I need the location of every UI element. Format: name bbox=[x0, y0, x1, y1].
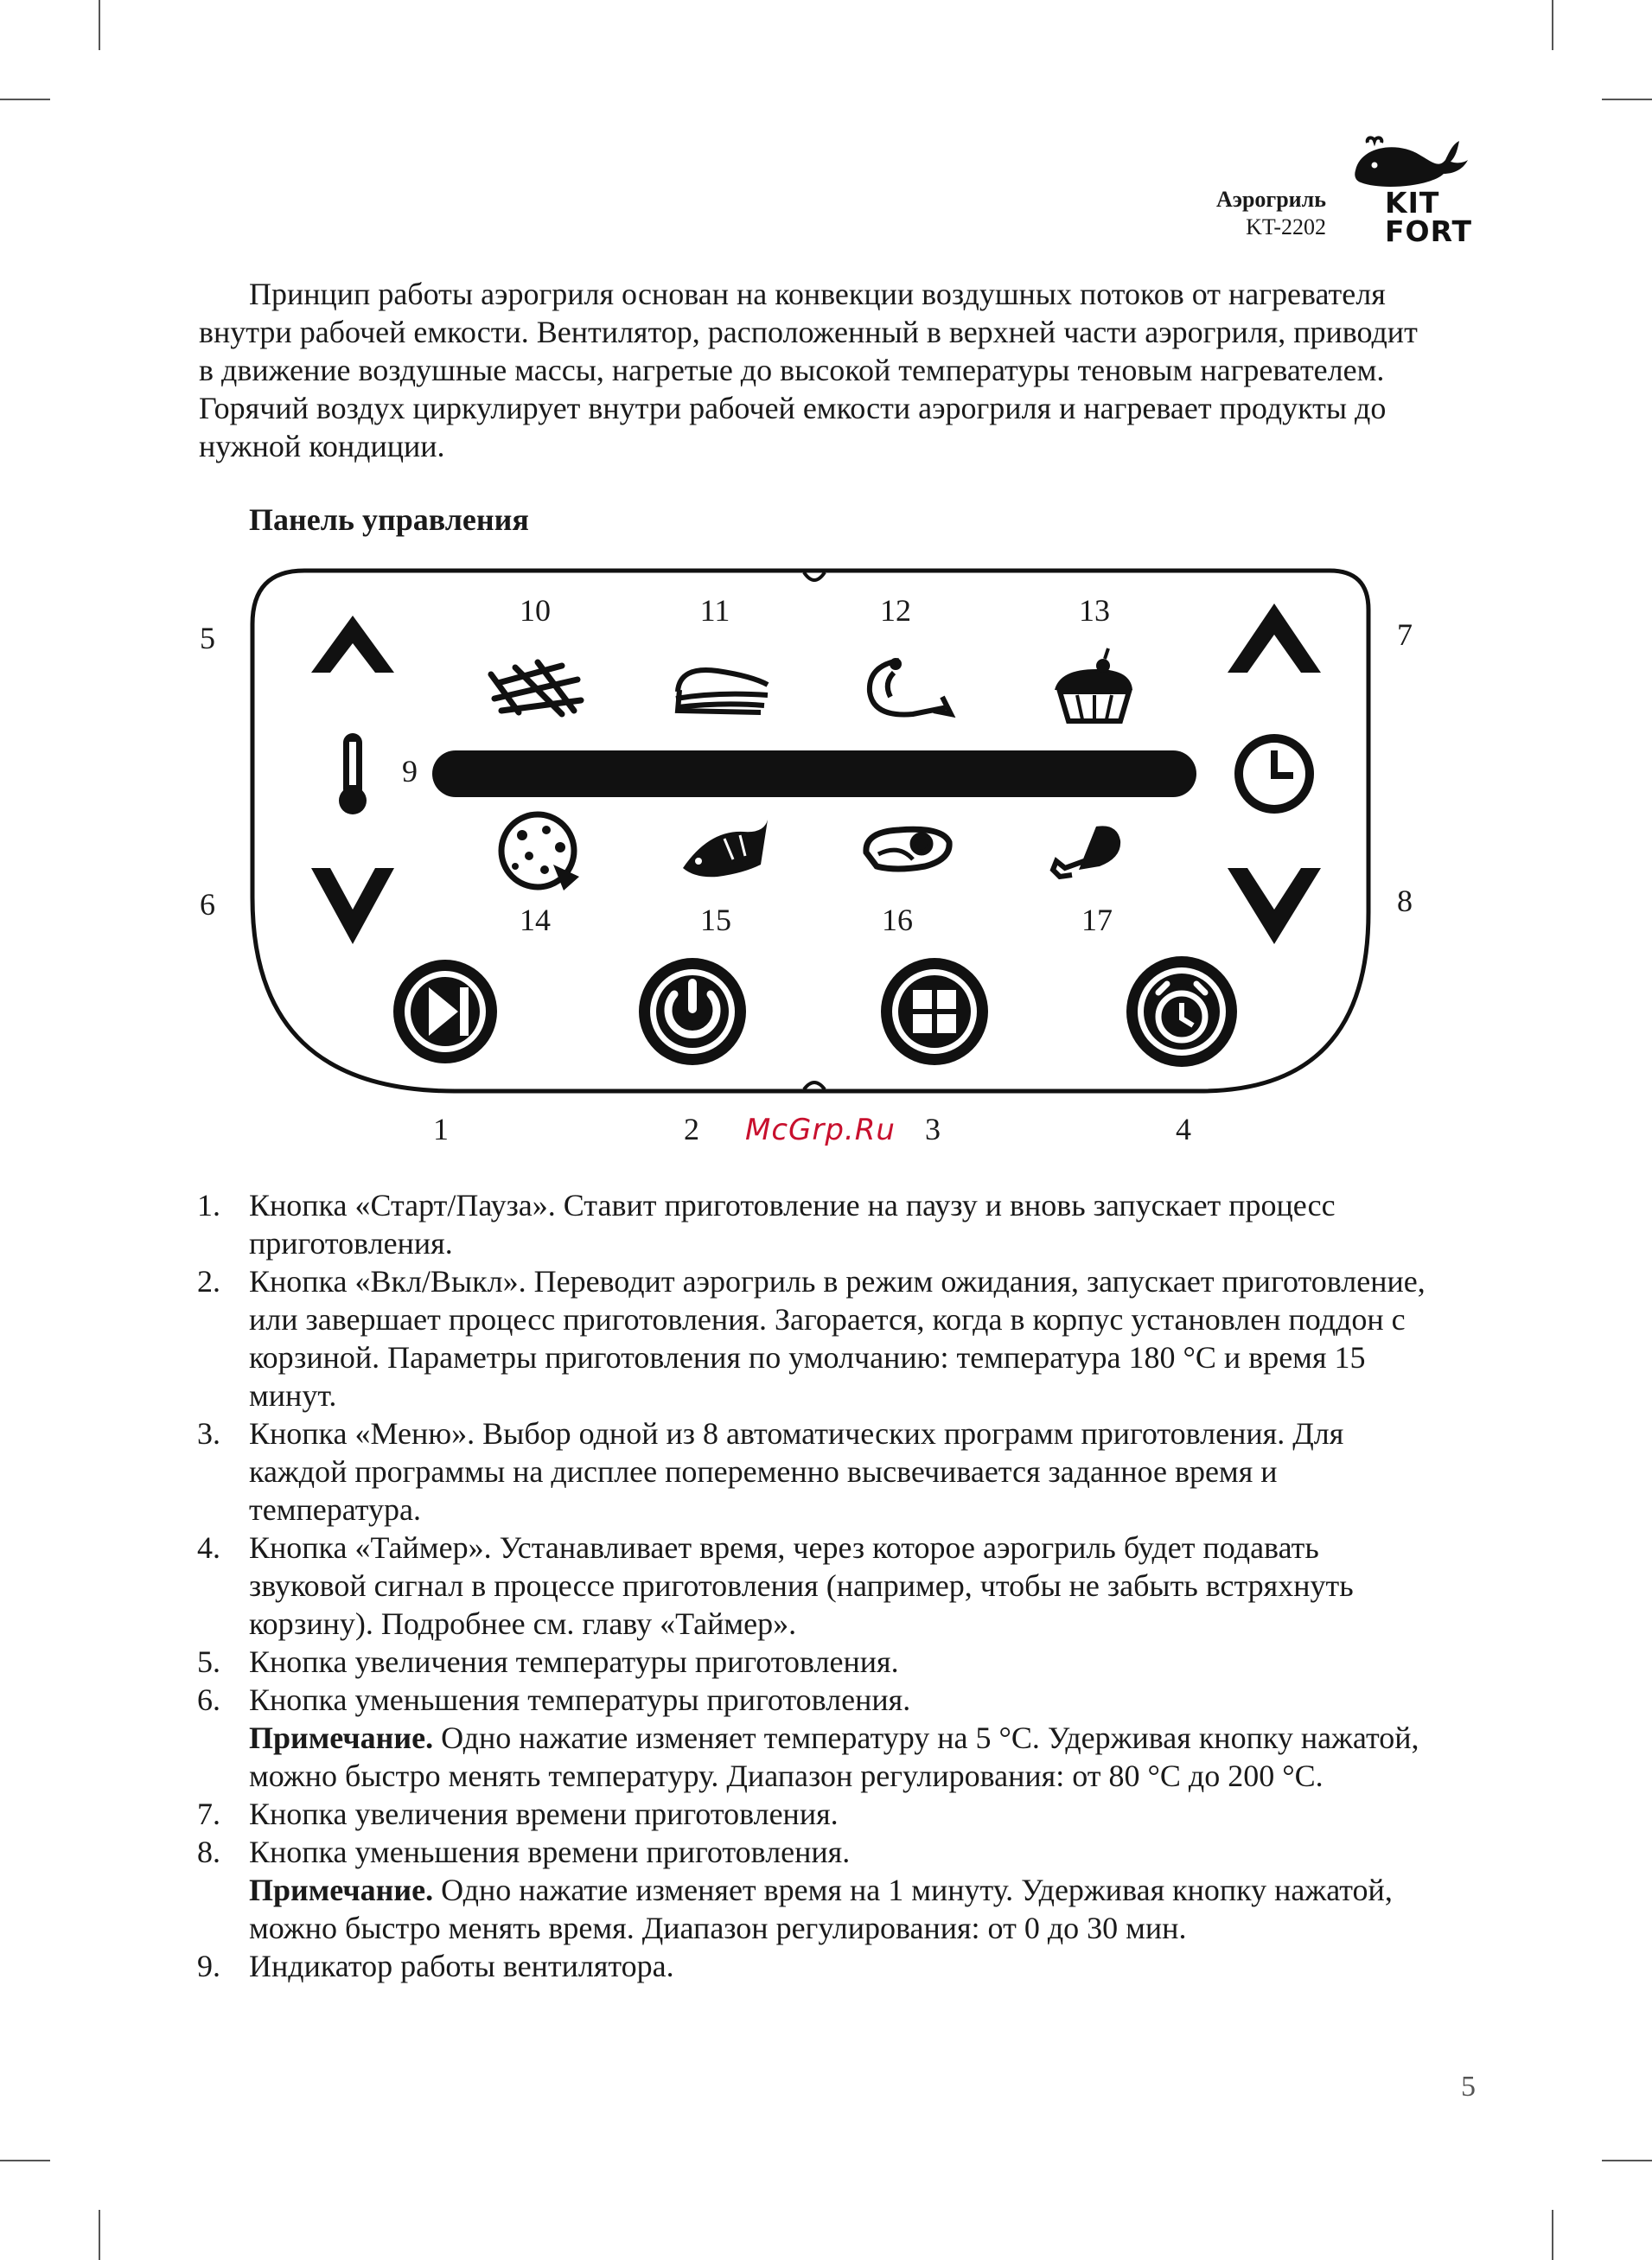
callout-13: 13 bbox=[1079, 593, 1110, 628]
crop-mark bbox=[1552, 0, 1553, 50]
callout-1: 1 bbox=[433, 1112, 449, 1146]
callout-16: 16 bbox=[882, 903, 913, 937]
product-name: Аэрогриль bbox=[1215, 187, 1326, 212]
start-pause-button[interactable] bbox=[393, 960, 497, 1063]
callout-4: 4 bbox=[1176, 1112, 1191, 1146]
steak-icon bbox=[866, 829, 949, 869]
list-item bbox=[197, 1414, 1442, 1529]
page-number: 5 bbox=[1461, 2071, 1476, 2103]
item-number: 3. bbox=[197, 1416, 220, 1451]
logo-line-2: FORT bbox=[1385, 214, 1473, 248]
callout-17: 17 bbox=[1081, 903, 1113, 937]
muffin-icon bbox=[1055, 648, 1132, 721]
shrimp-icon bbox=[870, 661, 951, 714]
item-text: Кнопка «Вкл/Выкл». Переводит аэрогриль в режим ожидания, запускает приготовление, или завершает процесс приготовления. Загорается, когда в корпус установлен поддон с корзиной. Параметры приготовления по умолчанию: температура 180 °С и время 15 минут. bbox=[249, 1264, 1426, 1413]
clock-icon bbox=[1234, 734, 1314, 814]
list-item bbox=[197, 1681, 1442, 1795]
callout-7: 7 bbox=[1397, 617, 1413, 652]
callout-14: 14 bbox=[520, 903, 551, 937]
note-label: Примечание. bbox=[249, 1873, 434, 1907]
callout-12: 12 bbox=[880, 593, 911, 628]
callout-3: 3 bbox=[925, 1112, 941, 1146]
fan-indicator-bar bbox=[432, 750, 1196, 797]
intro-paragraph: Принцип работы аэрогриля основан на конвекции воздушных потоков от нагревателя внутри рабочей емкости. Вентилятор, расположенный в верхней части аэрогриля, приводит в движение воздушные массы, нагретые до высокой температуры теновым нагревателем. Горячий воздух циркулирует внутри рабочей емкости аэрогриля и нагревает продукты до нужной кондиции. bbox=[199, 277, 1418, 463]
model-number: KT-2202 bbox=[1246, 214, 1326, 239]
crop-mark bbox=[1602, 99, 1652, 100]
temp-down-arrow-icon bbox=[311, 868, 394, 944]
watermark: McGrp.Ru bbox=[745, 1113, 896, 1147]
callout-5: 5 bbox=[200, 621, 215, 655]
section-title: Панель управления bbox=[249, 502, 529, 537]
time-down-arrow-icon bbox=[1228, 868, 1321, 944]
list-item bbox=[197, 1947, 1442, 1985]
item-number: 7. bbox=[197, 1797, 220, 1831]
list-item bbox=[197, 1643, 1442, 1681]
item-text: Индикатор работы вентилятора. bbox=[249, 1949, 674, 1983]
item-number: 1. bbox=[197, 1188, 220, 1223]
list-item bbox=[197, 1833, 1442, 1947]
list-item bbox=[197, 1262, 1442, 1414]
thermometer-icon bbox=[339, 733, 367, 814]
item-number: 2. bbox=[197, 1264, 220, 1299]
crop-mark bbox=[1602, 2160, 1652, 2161]
timer-button[interactable] bbox=[1126, 956, 1237, 1067]
callout-10: 10 bbox=[520, 593, 551, 628]
crop-mark bbox=[0, 2160, 50, 2161]
callout-6: 6 bbox=[200, 887, 215, 922]
crop-mark bbox=[99, 0, 100, 50]
crop-mark bbox=[99, 2210, 100, 2260]
item-text: Кнопка «Таймер». Устанавливает время, через которое аэрогриль будет подавать звуковой сигнал в процессе приготовления (например, чтобы не забыть встряхнуть корзину). Подробнее см. главу «Таймер». bbox=[249, 1530, 1354, 1641]
logo-line-1: KIT bbox=[1385, 186, 1440, 220]
list-item bbox=[197, 1795, 1442, 1833]
fish-icon bbox=[683, 820, 768, 877]
pizza-icon bbox=[501, 814, 579, 891]
callout-9: 9 bbox=[402, 754, 418, 788]
crop-mark bbox=[0, 99, 50, 100]
callout-11: 11 bbox=[699, 593, 730, 628]
list-item bbox=[197, 1529, 1442, 1643]
drumstick-icon bbox=[1053, 826, 1120, 877]
panel-notch-bottom bbox=[804, 1082, 825, 1089]
item-text: Кнопка уменьшения времени приготовления. bbox=[249, 1835, 851, 1869]
item-number: 5. bbox=[197, 1644, 220, 1679]
list-item bbox=[197, 1186, 1442, 1262]
menu-button[interactable] bbox=[881, 958, 988, 1065]
item-text: Кнопка «Старт/Пауза». Ставит приготовление на паузу и вновь запускает процесс приготовления. bbox=[249, 1188, 1336, 1261]
item-text: Кнопка увеличения температуры приготовления. bbox=[249, 1644, 899, 1679]
callout-2: 2 bbox=[684, 1112, 699, 1146]
item-text: Кнопка увеличения времени приготовления. bbox=[249, 1797, 839, 1831]
item-number: 9. bbox=[197, 1949, 220, 1983]
note-label: Примечание. bbox=[249, 1721, 434, 1755]
note-text: Одно нажатие изменяет температуру на 5 °С. Удерживая кнопку нажатой, можно быстро менять температуру. Диапазон регулирования: от 80 °С до 200 °С. bbox=[249, 1721, 1419, 1793]
fries-icon bbox=[491, 662, 581, 714]
crop-mark bbox=[1552, 2210, 1553, 2260]
control-panel-diagram bbox=[0, 553, 1652, 1159]
noodles-icon bbox=[676, 670, 768, 712]
callout-15: 15 bbox=[700, 903, 731, 937]
power-button[interactable] bbox=[639, 958, 746, 1065]
item-text: Кнопка «Меню». Выбор одной из 8 автоматических программ приготовления. Для каждой программы на дисплее попеременно высвечивается заданное время и температура. bbox=[249, 1416, 1344, 1527]
item-number: 6. bbox=[197, 1682, 220, 1717]
button-description-list bbox=[197, 1186, 1442, 1985]
header-product bbox=[1216, 186, 1326, 241]
note-text: Одно нажатие изменяет время на 1 минуту. Удерживая кнопку нажатой, можно быстро менять время. Диапазон регулирования: от 0 до 30 мин. bbox=[249, 1873, 1393, 1945]
item-text: Кнопка уменьшения температуры приготовления. bbox=[249, 1682, 911, 1717]
time-up-arrow-icon bbox=[1228, 603, 1321, 673]
temp-up-arrow-icon bbox=[311, 616, 394, 673]
callout-8: 8 bbox=[1397, 884, 1413, 918]
item-number: 8. bbox=[197, 1835, 220, 1869]
panel-notch-top bbox=[804, 572, 825, 580]
kitfort-logo-text bbox=[1385, 188, 1472, 246]
item-number: 4. bbox=[197, 1530, 220, 1565]
